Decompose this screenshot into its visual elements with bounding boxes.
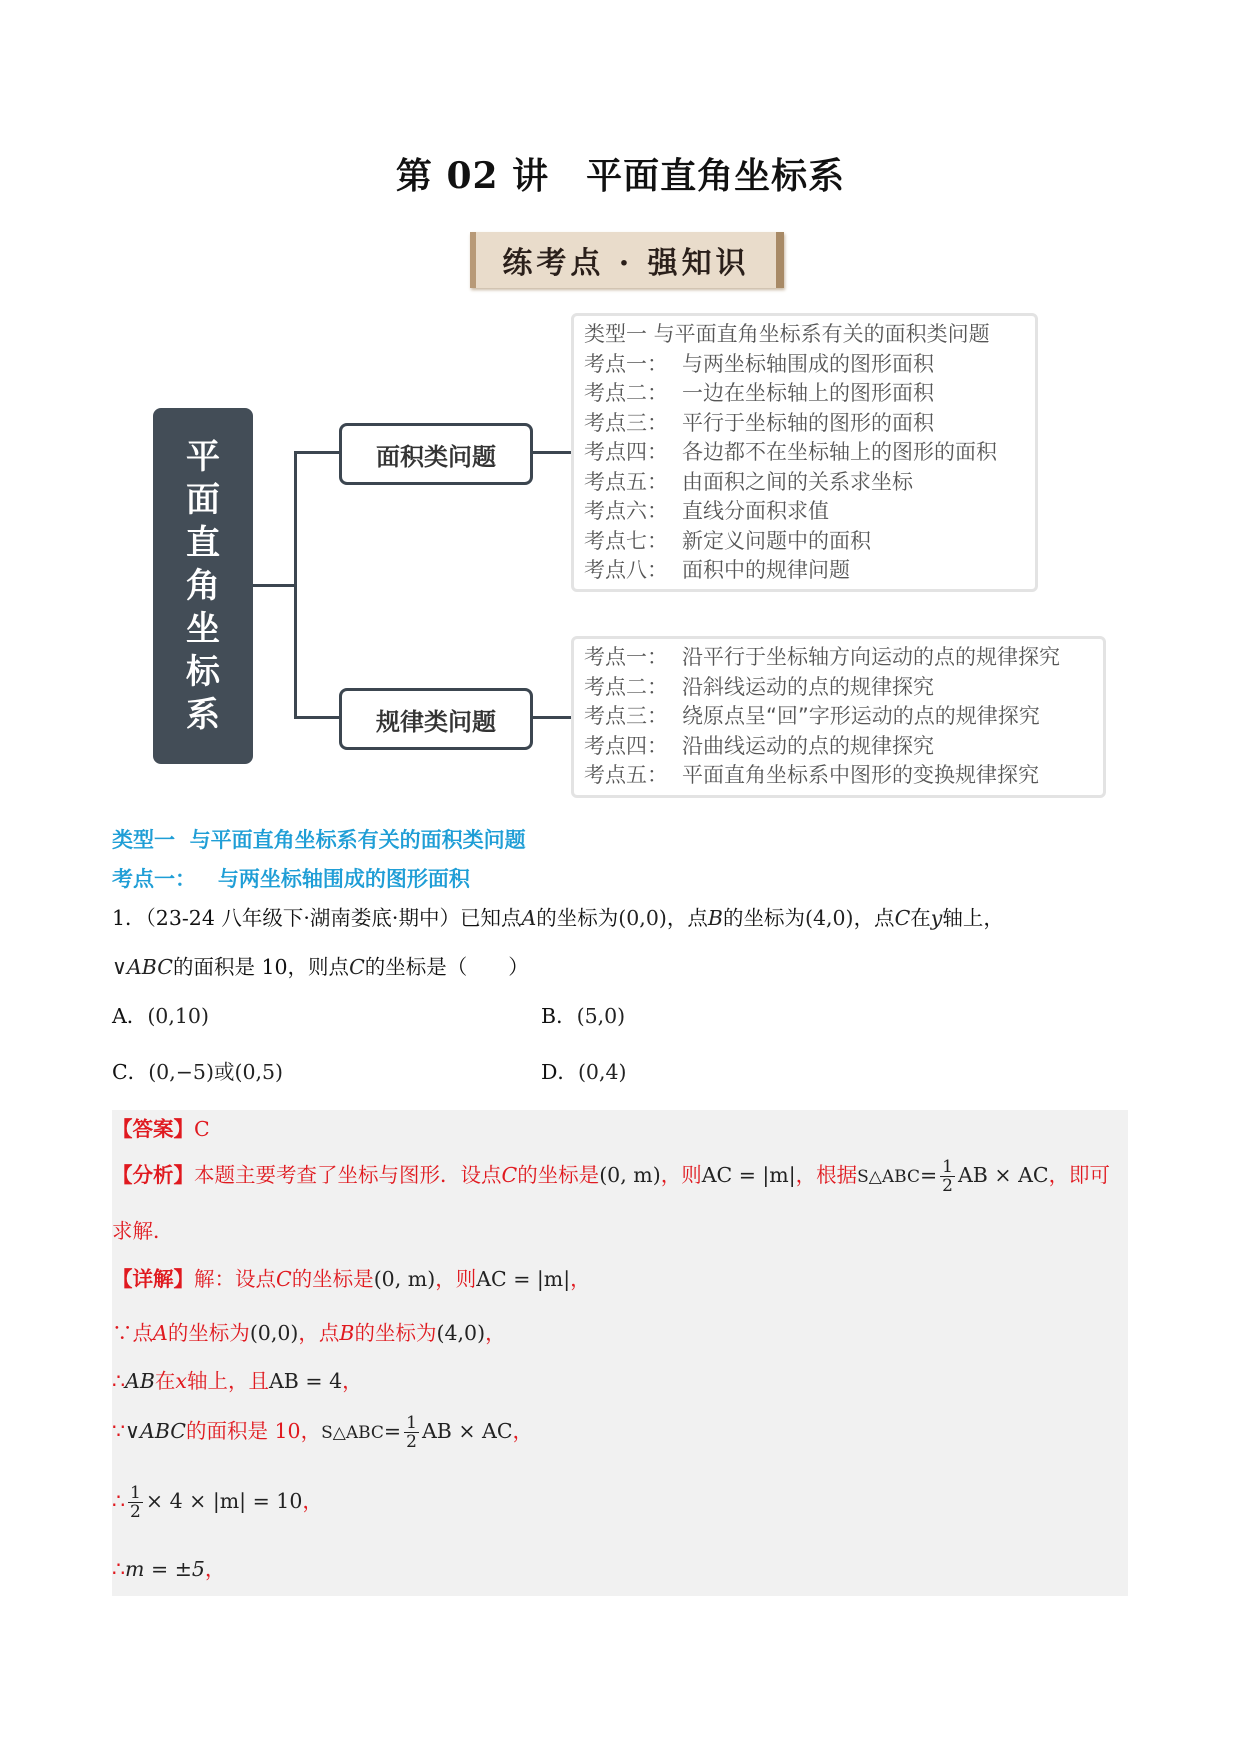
page-title: 第 02 讲 平面直角坐标系 [395, 155, 846, 197]
analysis-line: 【分析】本题主要考查了坐标与图形．设点C的坐标是(0, m)，则AC = |m|，根据S△ABC= $\frac{1}{2}$ AB × AC，即可 [112, 1157, 1111, 1196]
mindmap-root-char: 角 [186, 565, 220, 606]
list-item: 考点二： 沿斜线运动的点的规律探究 [584, 674, 934, 699]
type-heading: 类型一 与平面直角坐标系有关的面积类问题 [112, 828, 526, 852]
list-item: 考点一： 与两坐标轴围成的图形面积 [584, 351, 934, 376]
option-value: (5,0) [576, 1004, 626, 1028]
option-label: B． [541, 1004, 577, 1028]
mindmap-root-char: 坐 [186, 608, 220, 649]
detail-line-4: ∵∨ABC的面积是 10，S△ABC= $\frac{1}{2}$ AB × AC， [112, 1413, 534, 1452]
option-label: A． [112, 1004, 148, 1028]
math-coord: (0,0) [618, 906, 667, 930]
connector-line [294, 451, 339, 454]
list-item: 考点四： 各边都不在坐标轴上的图形的面积 [584, 440, 997, 464]
category-area-problems: 面积类问题 [339, 423, 533, 485]
pattern-topic-list [571, 636, 1106, 798]
option-d[interactable] [541, 1057, 627, 1087]
connector-line [533, 716, 571, 719]
math-triangle: ∨ABC [112, 955, 173, 979]
list-item: 考点二： 一边在坐标轴上的图形面积 [584, 381, 934, 405]
math-expr: AB × AC [957, 1163, 1049, 1187]
mindmap-root-char: 平 [186, 436, 220, 477]
detail-line-3: ∴AB在x轴上，且AB = 4， [112, 1369, 363, 1393]
math-coord: (0, m) [599, 1163, 661, 1187]
option-b[interactable] [541, 1001, 625, 1031]
math-triangle: ∨ABC [125, 1419, 186, 1443]
option-c[interactable] [112, 1057, 283, 1087]
area-topic-list [571, 313, 1038, 592]
option-label: D． [541, 1060, 578, 1084]
list-item: 考点三： 绕原点呈“回”字形运动的点的规律探究 [584, 704, 1040, 728]
math-fraction: $\frac{1}{2}$ [130, 1483, 141, 1522]
option-label: C． [112, 1060, 149, 1084]
mindmap-root-char: 面 [186, 479, 220, 520]
connector-line [533, 451, 571, 454]
list-item: 考点一： 沿平行于坐标轴方向运动的点的规律探究 [584, 645, 1060, 669]
math-fraction: $\frac{1}{2}$ [406, 1413, 417, 1452]
detail-line-2: ∵点A的坐标为(0,0)，点B的坐标为(4,0)， [112, 1321, 506, 1345]
point-heading: 考点一： 与两坐标轴围成的图形面积 [112, 867, 470, 891]
mindmap-root-char: 直 [186, 522, 220, 563]
math-expr: AC = |m| [476, 1267, 571, 1291]
question-stem-line2: ∨ABC的面积是 10，则点C的坐标是（ ） [112, 955, 529, 979]
answer-line [112, 1112, 210, 1142]
option-a[interactable] [112, 1001, 209, 1031]
option-value: (0,4) [577, 1060, 627, 1084]
math-coord: (0,0) [249, 1321, 299, 1345]
connector-line [294, 716, 339, 719]
detail-tag: 【详解】 [112, 1267, 194, 1291]
connector-line [253, 584, 295, 587]
list-item: 考点五： 平面直角坐标系中图形的变换规律探究 [584, 763, 1039, 787]
option-value: (0,−5)或(0,5) [148, 1060, 284, 1084]
math-coord: (4,0) [436, 1321, 486, 1345]
detail-line-6: ∴m = ±5， [112, 1557, 226, 1581]
question-number: 1． [112, 906, 146, 930]
list-item: 考点四： 沿曲线运动的点的规律探究 [584, 733, 934, 758]
connector-line [294, 451, 297, 719]
math-fraction: $\frac{1}{2}$ [942, 1157, 953, 1196]
question-source: （23-24 八年级下·湖南娄底·期中） [145, 906, 460, 930]
list-item: 考点三： 平行于坐标轴的图形的面积 [584, 410, 934, 435]
list-item: 考点五： 由面积之间的关系求坐标 [584, 469, 913, 494]
answer-value: C [194, 1117, 210, 1141]
list-item: 考点六： 直线分面积求值 [584, 499, 829, 523]
section-banner: 练考点 · 强知识 [470, 232, 784, 288]
detail-line-1: 【详解】解：设点C的坐标是(0, m)，则AC = |m|， [112, 1267, 591, 1291]
math-coord: (0, m) [373, 1267, 436, 1291]
math-expr: × 4 × |m| = 10 [145, 1489, 303, 1513]
math-expr: AB = 4 [268, 1369, 343, 1393]
mindmap-root [153, 408, 253, 764]
math-area-symbol: S△ABC [857, 1167, 920, 1187]
mindmap-root-char: 标 [186, 651, 220, 692]
list-header: 类型一 与平面直角坐标系有关的面积类问题 [584, 322, 990, 346]
detail-line-5: ∴ $\frac{1}{2}$ × 4 × |m| = 10， [112, 1483, 323, 1522]
list-item: 考点八： 面积中的规律问题 [584, 558, 850, 582]
option-value: (0,10) [147, 1004, 209, 1028]
mindmap-root-char: 系 [186, 694, 220, 735]
analysis-line-2: 求解． [112, 1219, 174, 1243]
math-area-symbol: S△ABC [321, 1423, 384, 1443]
category-pattern-problems: 规律类问题 [339, 688, 533, 750]
analysis-tag: 【分析】 [112, 1163, 194, 1187]
math-expr: AB × AC [421, 1419, 513, 1443]
question-stem: 1．（23-24 八年级下·湖南娄底·期中）已知点A的坐标为(0,0)，点B的坐标为(4,0)，点C在y轴上， [112, 906, 1004, 930]
math-coord: (4,0) [804, 906, 854, 930]
math-expr: AC = |m| [701, 1163, 796, 1187]
list-item: 考点七： 新定义问题中的面积 [584, 528, 871, 553]
answer-tag: 【答案】 [112, 1117, 194, 1141]
math-expr: m = ±5 [125, 1557, 205, 1581]
